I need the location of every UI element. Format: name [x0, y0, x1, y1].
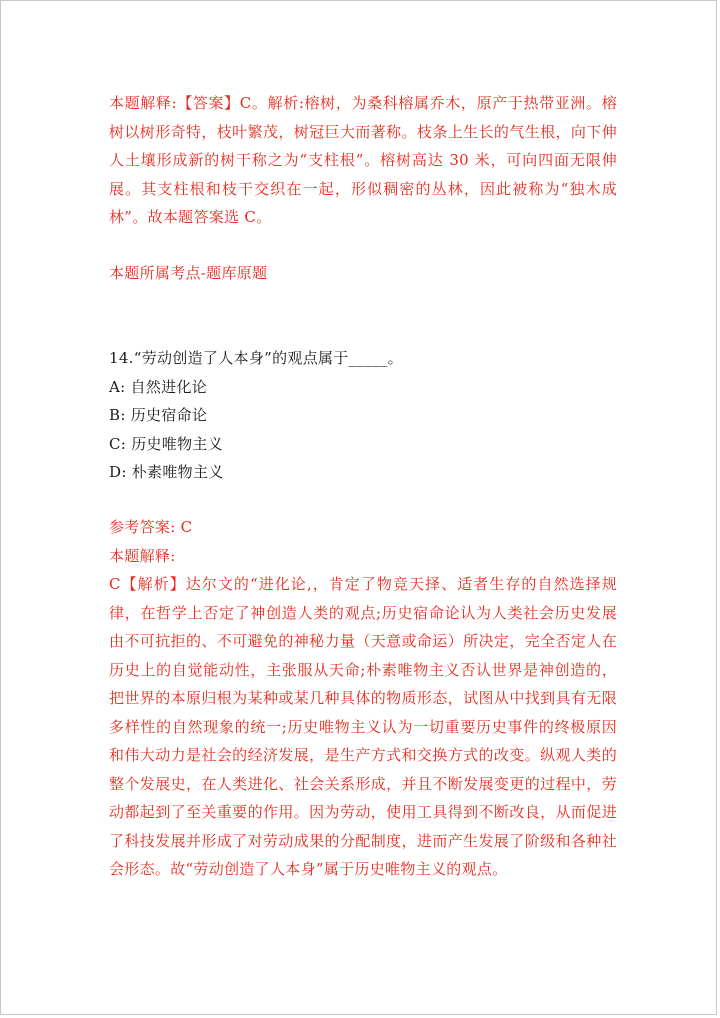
question-block [109, 344, 617, 487]
explanation-label: 本题解释: [109, 546, 176, 565]
previous-explanation-text: 本题解释:【答案】C。解析:榕树，为桑科榕属乔木，原产于热带亚洲。榕树以树形奇特，枝叶繁茂，树冠巨大而著称。枝条上生长的气生根，向下伸人土壤形成新的树干称之为“支柱根”。榕树高达 30 米，可向四面无限伸展。其支柱根和枝干交织在一起，形似稠密的丛林，因此被称为“独木成林”。故本题答案选 C。 [109, 94, 617, 226]
question-stem: 14.“劳动创造了人本身”的观点属于_____。 [109, 349, 403, 367]
option-b: B: 历史宿命论 [109, 406, 208, 424]
exam-point-text: 本题所属考点-题库原题 [109, 264, 268, 282]
option-a: A: 自然进化论 [109, 377, 208, 396]
option-d: D: 朴素唯物主义 [109, 463, 224, 481]
answer-explanation-text: C【解析】达尔文的“进化论,，肯定了物竞天择、适者生存的自然选择规律，在哲学上否定了神创造人类的观点;历史宿命论认为人类社会历史发展由不可抗拒的、不可避免的神秘力量（天意或命运）所决定，完全否定人在历史上的自觉能动性，主张服从天命;朴素唯物主义否认世界是神创造的，把世界的本原归根为某种或某几种具体的物质形态，试图从中找到具有无限多样性的自然现象的统一;历史唯物主义认为一切重要历史事件的终极原因和伟大动力是社会的经济发展，是生产方式和交换方式的改变。纵观人类的整个发展史，在人类进化、社会关系形成，并且不断发展变更的过程中，劳动都起到了至关重要的作用。因为劳动，使用工具得到不断改良，从而促进了科技发展并形成了对劳动成果的分配制度，进而产生发展了阶级和各种社会形态。故“劳动创造了人本身”属于历史唯物主义的观点。 [109, 575, 617, 878]
reference-answer: 参考答案: C [109, 518, 193, 536]
previous-explanation-block [109, 89, 617, 232]
option-c: C: 历史唯物主义 [109, 434, 223, 453]
exam-point-block [109, 259, 267, 288]
answer-block [109, 513, 617, 884]
